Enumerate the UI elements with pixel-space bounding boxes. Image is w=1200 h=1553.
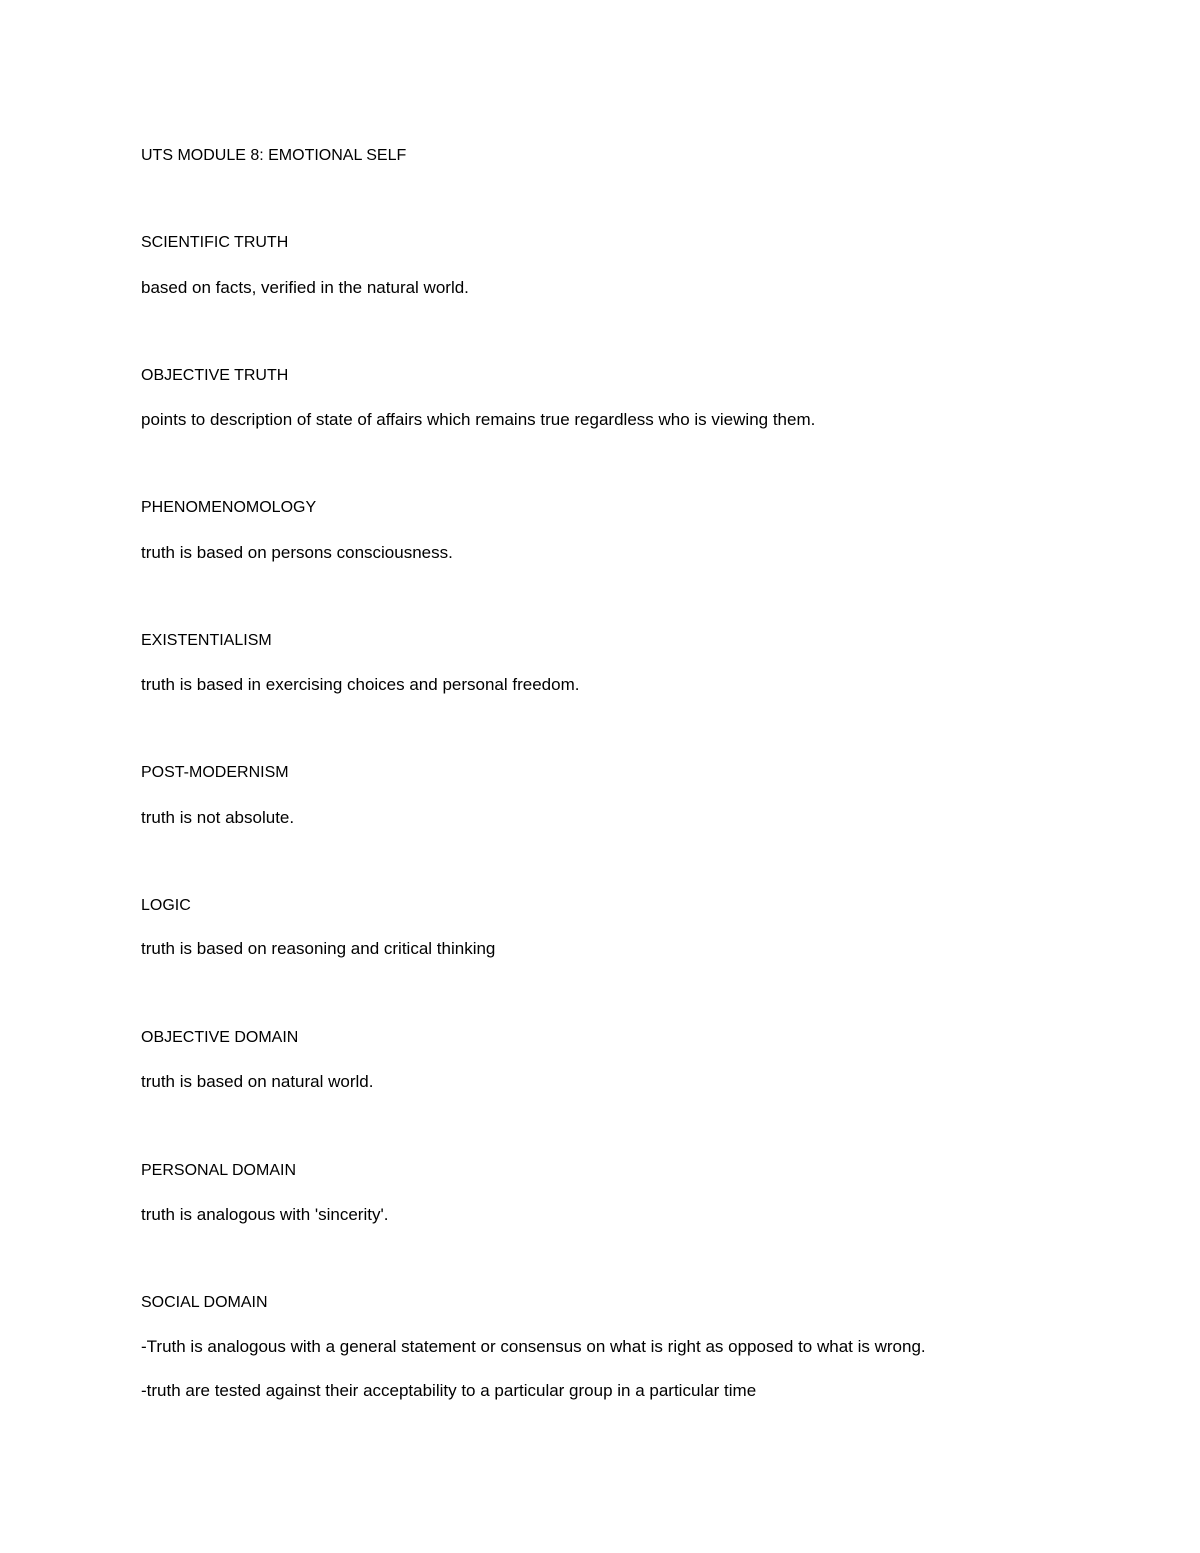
document-title: UTS MODULE 8: EMOTIONAL SELF [141,147,407,164]
section-heading-personal-domain: PERSONAL DOMAIN [141,1162,296,1179]
section-text-objective-truth: points to description of state of affairs which remains true regardless who is viewing them. [141,410,816,429]
section-text-phenomenomology: truth is based on persons consciousness. [141,543,453,562]
section-text-personal-domain: truth is analogous with 'sincerity'. [141,1205,389,1224]
section-heading-objective-truth: OBJECTIVE TRUTH [141,367,289,384]
section-heading-social-domain: SOCIAL DOMAIN [141,1294,268,1311]
section-heading-post-modernism: POST-MODERNISM [141,764,289,781]
section-heading-scientific-truth: SCIENTIFIC TRUTH [141,234,289,251]
section-text-existentialism: truth is based in exercising choices and personal freedom. [141,675,580,694]
section-text-social-domain-2: -truth are tested against their acceptability to a particular group in a particular time [141,1381,757,1400]
section-heading-existentialism: EXISTENTIALISM [141,632,272,649]
section-heading-logic: LOGIC [141,897,191,914]
section-text-social-domain-1: -Truth is analogous with a general statement or consensus on what is right as opposed to what is wrong. [141,1337,926,1356]
section-heading-phenomenomology: PHENOMENOMOLOGY [141,499,317,516]
section-text-scientific-truth: based on facts, verified in the natural world. [141,278,469,297]
section-text-post-modernism: truth is not absolute. [141,808,295,827]
section-heading-objective-domain: OBJECTIVE DOMAIN [141,1029,299,1046]
section-text-objective-domain: truth is based on natural world. [141,1072,374,1091]
section-text-logic: truth is based on reasoning and critical thinking [141,939,496,958]
